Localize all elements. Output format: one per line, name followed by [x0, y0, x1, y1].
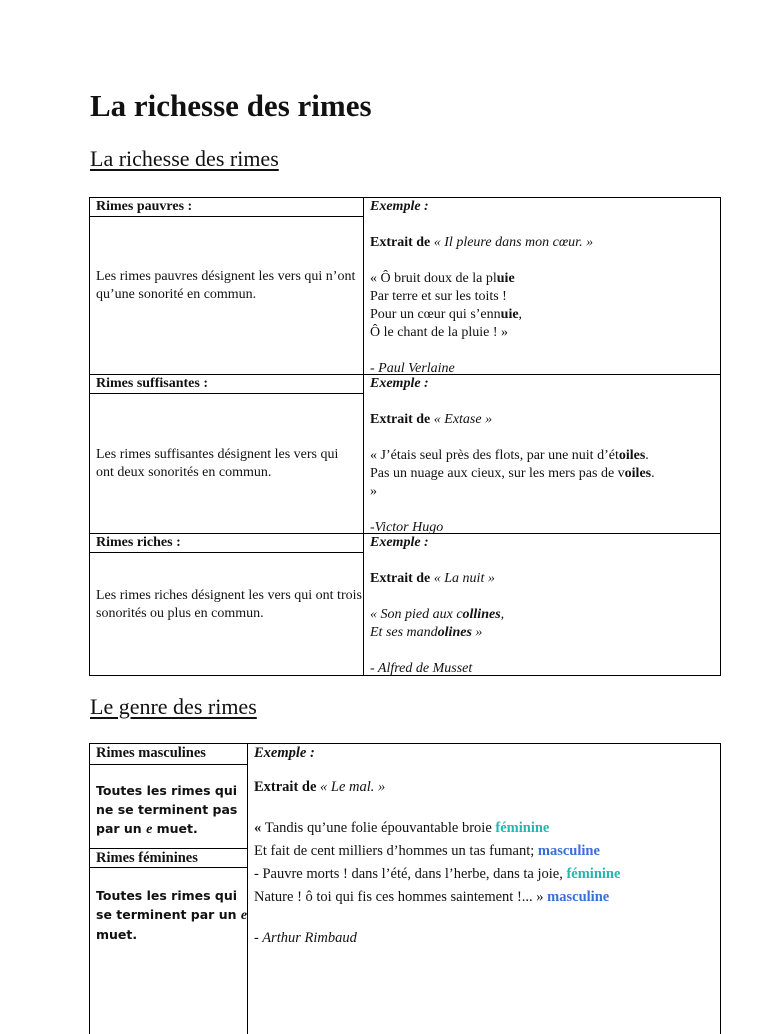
example-riches	[370, 534, 715, 678]
extrait-title: « La nuit »	[433, 571, 495, 586]
desc-rimes-suffisantes: Les rimes suffisantes désignent les vers qui ont deux sonorités en commun.	[96, 447, 339, 480]
example-genre	[254, 744, 714, 950]
poem-line: « Tandis qu’une folie épouvantable broie féminine	[254, 820, 550, 836]
example-pauvres	[370, 198, 715, 378]
extrait-prefix: Extrait de	[254, 779, 317, 795]
example-suffisantes	[370, 375, 715, 537]
example-label: Exemple :	[370, 535, 429, 550]
extrait-title: « Extase »	[433, 412, 493, 427]
extrait-prefix: Extrait de	[370, 235, 431, 250]
poem-line: Par terre et sur les toits !	[370, 289, 507, 304]
desc-rimes-masculines: Toutes les rimes qui ne se terminent pas par un e muet.	[96, 783, 238, 837]
extrait-prefix: Extrait de	[370, 571, 431, 586]
poem-line: »	[370, 484, 377, 499]
example-label: Exemple :	[370, 199, 429, 214]
label-rimes-pauvres: Rimes pauvres :	[96, 199, 193, 214]
poem-line: Pour un cœur qui s’ennuie,	[370, 307, 523, 322]
extrait-prefix: Extrait de	[370, 412, 431, 427]
poem-line: - Pauvre morts ! dans l’été, dans l’herbe, dans ta joie, féminine	[254, 866, 621, 882]
example-label: Exemple :	[370, 376, 429, 391]
author: -Victor Hugo	[370, 520, 444, 535]
poem-line: Et fait de cent milliers d’hommes un tas fumant; masculine	[254, 843, 600, 859]
tag-feminine: féminine	[566, 866, 621, 882]
label-rimes-riches: Rimes riches :	[96, 535, 181, 550]
poem-line: « J’étais seul près des flots, par une nuit d’étoiles.	[370, 448, 649, 463]
poem-line: Nature ! ô toi qui fis ces hommes saintement !... » masculine	[254, 889, 610, 905]
section-heading-genre: Le genre des rimes	[90, 694, 257, 719]
label-rimes-masculines: Rimes masculines	[96, 745, 206, 761]
desc-rimes-riches: Les rimes riches désignent les vers qui ont trois sonorités ou plus en commun.	[96, 588, 362, 621]
extrait-title: « Le mal. »	[320, 779, 386, 795]
example-label: Exemple :	[254, 745, 315, 761]
author: - Arthur Rimbaud	[254, 930, 357, 946]
poem-line: « Son pied aux collines,	[370, 607, 505, 622]
author: - Alfred de Musset	[370, 661, 473, 676]
section-heading-richesse: La richesse des rimes	[90, 146, 279, 171]
poem-line: « Ô bruit doux de la pluie	[370, 271, 515, 286]
tag-masculine: masculine	[547, 889, 610, 905]
desc-rimes-pauvres: Les rimes pauvres désignent les vers qui n’ont qu’une sonorité en commun.	[96, 269, 356, 302]
page-title: La richesse des rimes	[90, 88, 372, 123]
tag-feminine: féminine	[495, 820, 550, 836]
tag-masculine: masculine	[537, 843, 600, 859]
poem-line: Et ses mandolines »	[370, 625, 483, 640]
genre-table	[89, 743, 721, 1034]
poem-line: Pas un nuage aux cieux, sur les mers pas de voiles.	[370, 466, 655, 481]
richesse-table	[89, 197, 721, 676]
desc-rimes-feminines: Toutes les rimes qui se terminent par un e muet.	[96, 888, 248, 942]
label-rimes-feminines: Rimes féminines	[96, 850, 198, 866]
extrait-title: « Il pleure dans mon cœur. »	[433, 235, 594, 250]
poem-line: Ô le chant de la pluie ! »	[370, 325, 509, 340]
label-rimes-suffisantes: Rimes suffisantes :	[96, 376, 208, 391]
author: - Paul Verlaine	[370, 361, 455, 376]
